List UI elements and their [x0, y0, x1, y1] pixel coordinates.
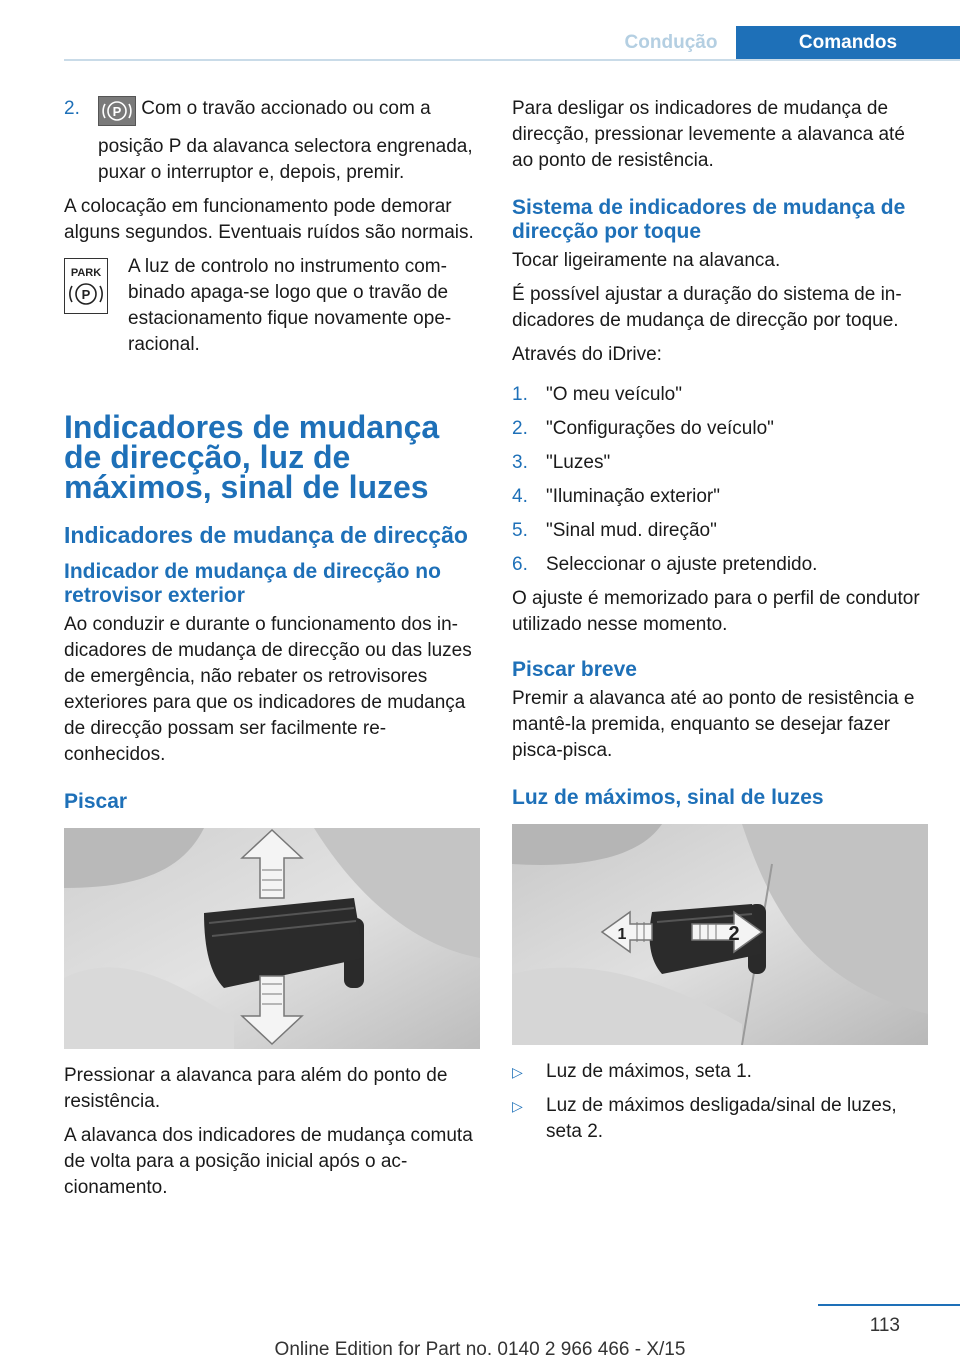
- paragraph-off: Para desligar os indicadores de mudança de direcção, pressionar levemente a alavanca até ao ponto de resistência.: [512, 98, 905, 171]
- park-label: PARK: [70, 267, 102, 279]
- tab-comandos[interactable]: Comandos: [736, 26, 960, 61]
- paragraph-press: Pressionar a alavanca para além do ponto de resistência.: [64, 1065, 448, 1112]
- high-beam-lever-figure: [512, 824, 928, 1045]
- step-2-text: Com o travão accionado ou com a posição P da alavanca selectora engrenada, puxar o interruptor e, depois, premir.: [98, 98, 473, 183]
- brief-heading: Piscar breve: [512, 658, 637, 681]
- paragraph-memo: O ajuste é memorizado para o perfil de condutor utilizado nesse momento.: [512, 588, 920, 635]
- list-item: ▷ Luz de máximos desligada/sinal de luzes, seta 2.: [512, 1095, 897, 1142]
- list-item: 4. "Iluminação exterior": [512, 486, 721, 507]
- piscar-heading: Piscar: [64, 790, 128, 813]
- step-2: [64, 96, 480, 186]
- triangle-bullet-icon: ▷: [512, 1098, 523, 1114]
- parking-brake-icon: [98, 96, 136, 134]
- mirror-heading: Indicador de mudança de direcção no retrovisor exterior: [64, 560, 441, 607]
- section-title: Indicadores de mudança de direcção, luz de máximos, sinal de luzes: [64, 409, 440, 505]
- list-item: 5. "Sinal mud. direção": [512, 520, 717, 541]
- list-item: 1. "O meu veículo": [512, 384, 682, 405]
- list-item: 2. "Configurações do veículo": [512, 418, 774, 439]
- arrow-label-1: 1: [617, 926, 627, 943]
- edition-footer: Online Edition for Part no. 0140 2 966 466 - X/15: [274, 1339, 686, 1360]
- step-number: 2.: [64, 98, 80, 119]
- beam-heading: Luz de máximos, sinal de luzes: [512, 786, 824, 809]
- svg-text:P: P: [112, 104, 122, 119]
- indicator-paragraph: [64, 254, 480, 358]
- left-column: [64, 96, 480, 1209]
- right-column: [512, 96, 928, 1153]
- svg-text:P: P: [81, 287, 91, 302]
- triangle-bullet-icon: ▷: [512, 1064, 523, 1080]
- paragraph-return: A alavanca dos indicadores de mudança comuta de volta para a posição inicial após o accionamento.: [64, 1125, 473, 1198]
- list-item: 6. Seleccionar o ajuste pretendido.: [512, 554, 818, 575]
- header-rule: [64, 59, 960, 61]
- arrow-label-2: 2: [728, 923, 740, 945]
- turn-signal-lever-figure: [64, 828, 480, 1049]
- paragraph-touch-2: É possível ajustar a duração do sistema de indicadores de mudança de direcção por toque.: [512, 284, 902, 331]
- paragraph-touch-1: Tocar ligeiramente na alavanca.: [512, 250, 781, 271]
- indicator-text: A luz de controlo no instrumento combinado apaga-se logo que o travão de estacionamento fique novamente operacional.: [128, 256, 452, 355]
- idrive-steps: [512, 382, 928, 578]
- paragraph-brief: Premir a alavanca até ao ponto de resistência e mantê-la premida, enquanto se desejar fazer pisca-pisca.: [512, 688, 915, 761]
- tab-conducao[interactable]: Condução: [624, 32, 718, 53]
- paragraph-idrive: Através do iDrive:: [512, 344, 662, 365]
- page-number: 113: [869, 1315, 900, 1336]
- footer-rule: [818, 1304, 960, 1306]
- paragraph-startup: A colocação em funcionamento pode demorar alguns segundos. Eventuais ruídos são normais.: [64, 196, 474, 243]
- park-brake-indicator-icon: [64, 258, 108, 322]
- paragraph-mirror: Ao conduzir e durante o funcionamento dos indicadores de mudança de direcção ou das luzes de emergência, não rebater os retrovisores exteriores para que os indicadores de mudança de direcção possam ser facilmente reconhecidos.: [64, 614, 472, 765]
- list-item: ▷ Luz de máximos, seta 1.: [512, 1059, 928, 1085]
- subsection-title: Indicadores de mudança de direcção: [64, 522, 468, 548]
- list-item: 3. "Luzes": [512, 452, 611, 473]
- touch-heading: Sistema de indicadores de mudança de direcção por toque: [512, 196, 906, 243]
